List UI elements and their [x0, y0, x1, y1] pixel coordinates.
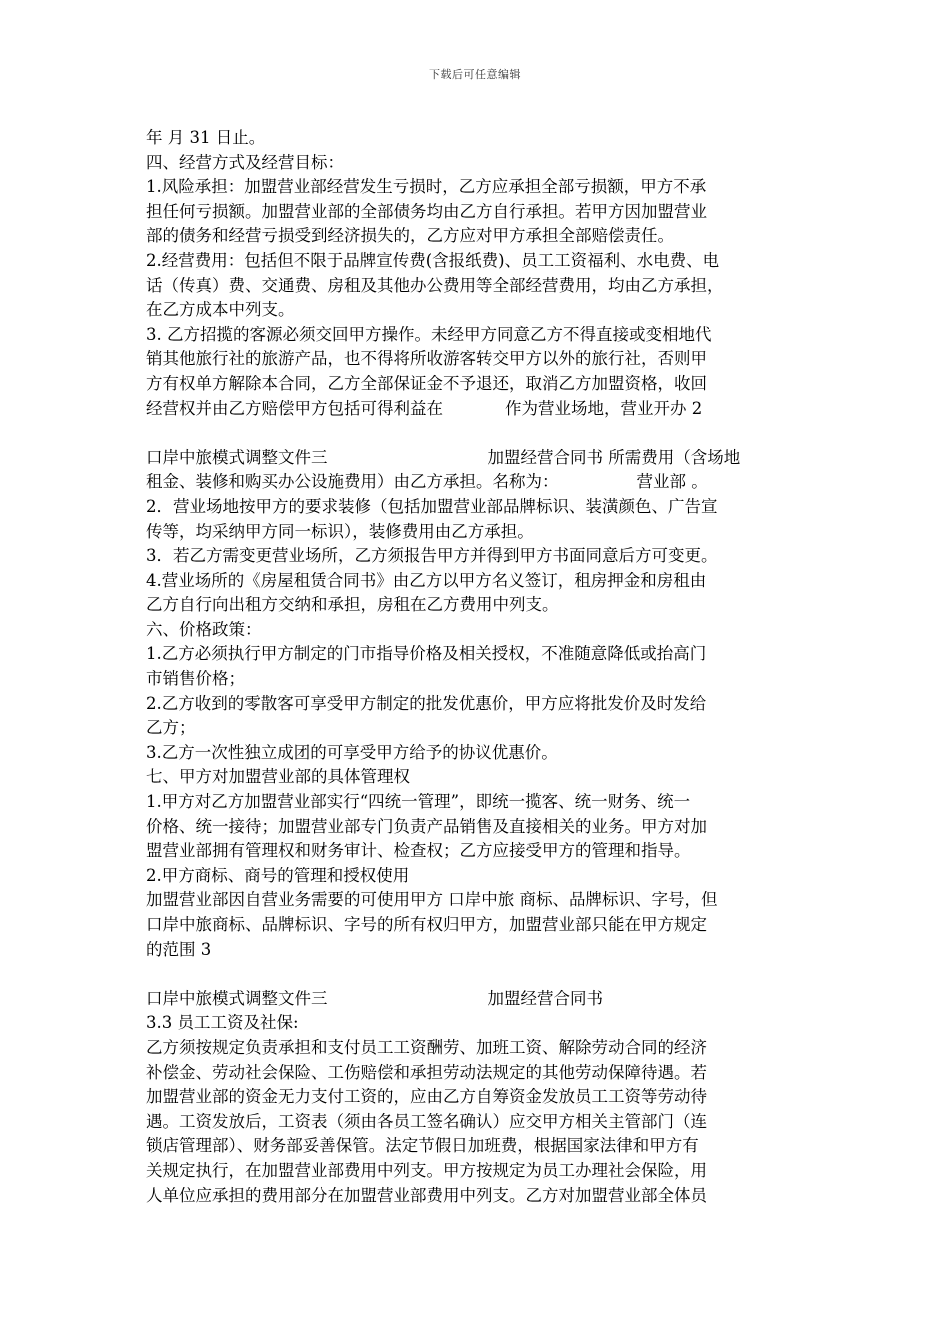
- text-line: 3. 乙方招揽的客源必须交回甲方操作。未经甲方同意乙方不得直接或变相地代: [146, 324, 712, 344]
- text-line: 在乙方成本中列支。: [146, 300, 295, 320]
- text-line: 1.甲方对乙方加盟营业部实行“四统一管理”，即统一揽客、统一财务、统一: [146, 792, 691, 812]
- text-line: 六、价格政策：: [146, 619, 262, 639]
- text-line: 2.甲方商标、商号的管理和授权使用: [146, 865, 410, 885]
- header-note: 下载后可任意编辑: [429, 68, 521, 81]
- text-segment: 租金、装修和购买办公设施费用）由乙方承担。名称为：: [146, 472, 559, 492]
- text-line: 1.风险承担：加盟营业部经营发生亏损时，乙方应承担全部亏损额，甲方不承: [146, 177, 707, 197]
- text-line: 乙方；: [146, 718, 196, 738]
- running-footer: [146, 446, 818, 471]
- text-line: 价格、统一接待；加盟营业部专门负责产品销售及直接相关的业务。甲方对加: [146, 816, 707, 836]
- blank-line: [146, 421, 818, 446]
- footer-right: 加盟经营合同书 所需费用（含场地: [487, 447, 741, 467]
- document-body: [146, 126, 818, 1208]
- text-line: 4.营业场所的《房屋租赁合同书》由乙方以甲方名义签订，租房押金和房租由: [146, 570, 707, 590]
- text-line: [146, 470, 818, 495]
- text-line: 补偿金、劳动社会保险、工伤赔偿和承担劳动法规定的其他劳动保障待遇。若: [146, 1062, 707, 1082]
- text-line: 加盟营业部的资金无力支付工资的，应由乙方自筹资金发放员工工资等劳动待: [146, 1087, 707, 1107]
- footer-left: 口岸中旅模式调整文件三: [146, 447, 328, 467]
- text-line: 年 月 31 日止。: [146, 128, 266, 147]
- text-line: 七、甲方对加盟营业部的具体管理权: [146, 767, 410, 787]
- text-line: 部的债务和经营亏损受到经济损失的，乙方应对甲方承担全部赔偿责任。: [146, 226, 674, 246]
- text-line: 销其他旅行社的旅游产品，也不得将所收游客转交甲方以外的旅行社，否则甲: [146, 349, 707, 369]
- text-line: 3．若乙方需变更营业场所，乙方须报告甲方并得到甲方书面同意后方可变更。: [146, 546, 718, 566]
- footer-left: 口岸中旅模式调整文件三: [146, 988, 328, 1008]
- text-line: 遇。工资发放后，工资表（须由各员工签名确认）应交甲方相关主管部门（连: [146, 1111, 707, 1131]
- text-line: 的范围 3: [146, 939, 212, 959]
- text-line: 传等，均采纳甲方同一标识），装修费用由乙方承担。: [146, 521, 534, 541]
- text-line: 3.乙方一次性独立成团的可享受甲方给予的协议优惠价。: [146, 742, 558, 762]
- footer-right: 加盟经营合同书: [487, 988, 603, 1008]
- text-line: 口岸中旅商标、品牌标识、字号的所有权归甲方，加盟营业部只能在甲方规定: [146, 915, 707, 934]
- text-line: 2.乙方收到的零散客可享受甲方制定的批发优惠价，甲方应将批发价及时发给: [146, 693, 707, 713]
- text-line: 人单位应承担的费用部分在加盟营业部费用中列支。乙方对加盟营业部全体员: [146, 1185, 707, 1205]
- text-line: 盟营业部拥有管理权和财务审计、检查权；乙方应接受甲方的管理和指导。: [146, 841, 691, 861]
- blank-line: [146, 962, 818, 987]
- text-line: 话（传真）费、交通费、房租及其他办公费用等全部经营费用，均由乙方承担，: [146, 275, 724, 295]
- text-line: 乙方自行向出租方交纳和承担，房租在乙方费用中列支。: [146, 595, 559, 615]
- text-line: 关规定执行，在加盟营业部费用中列支。甲方按规定为员工办理社会保险，用: [146, 1160, 707, 1180]
- running-footer: [146, 987, 818, 1012]
- text-line: 担任何亏损额。加盟营业部的全部债务均由乙方自行承担。若甲方因加盟营业: [146, 201, 707, 221]
- text-line: 乙方须按规定负责承担和支付员工工资酬劳、加班工资、解除劳动合同的经济: [146, 1037, 707, 1057]
- text-line: 市销售价格；: [146, 669, 245, 689]
- text-line: 1.乙方必须执行甲方制定的门市指导价格及相关授权，不准随意降低或抬高门: [146, 644, 707, 664]
- text-line: [146, 397, 818, 422]
- text-line: 加盟营业部因自营业务需要的可使用甲方 口岸中旅 商标、品牌标识、字号，但: [146, 890, 718, 910]
- text-segment: 营业部 。: [636, 472, 708, 492]
- text-line: 2．营业场地按甲方的要求装修（包括加盟营业部品牌标识、装潢颜色、广告宣: [146, 496, 718, 516]
- text-line: 四、经营方式及经营目标：: [146, 152, 344, 172]
- text-line: 2.经营费用：包括但不限于品牌宣传费(含报纸费)、员工工资福利、水电费、电: [146, 250, 720, 270]
- text-line: 锁店管理部）、财务部妥善保管。法定节假日加班费，根据国家法律和甲方有: [146, 1136, 699, 1156]
- text-line: 方有权单方解除本合同，乙方全部保证金不予退还，取消乙方加盟资格，收回: [146, 373, 707, 393]
- text-segment: 作为营业场地，营业开办 2: [505, 398, 703, 418]
- text-line: 3.3 员工工资及社保:: [146, 1013, 299, 1033]
- text-segment: 经营权并由乙方赔偿甲方包括可得利益在: [146, 398, 443, 418]
